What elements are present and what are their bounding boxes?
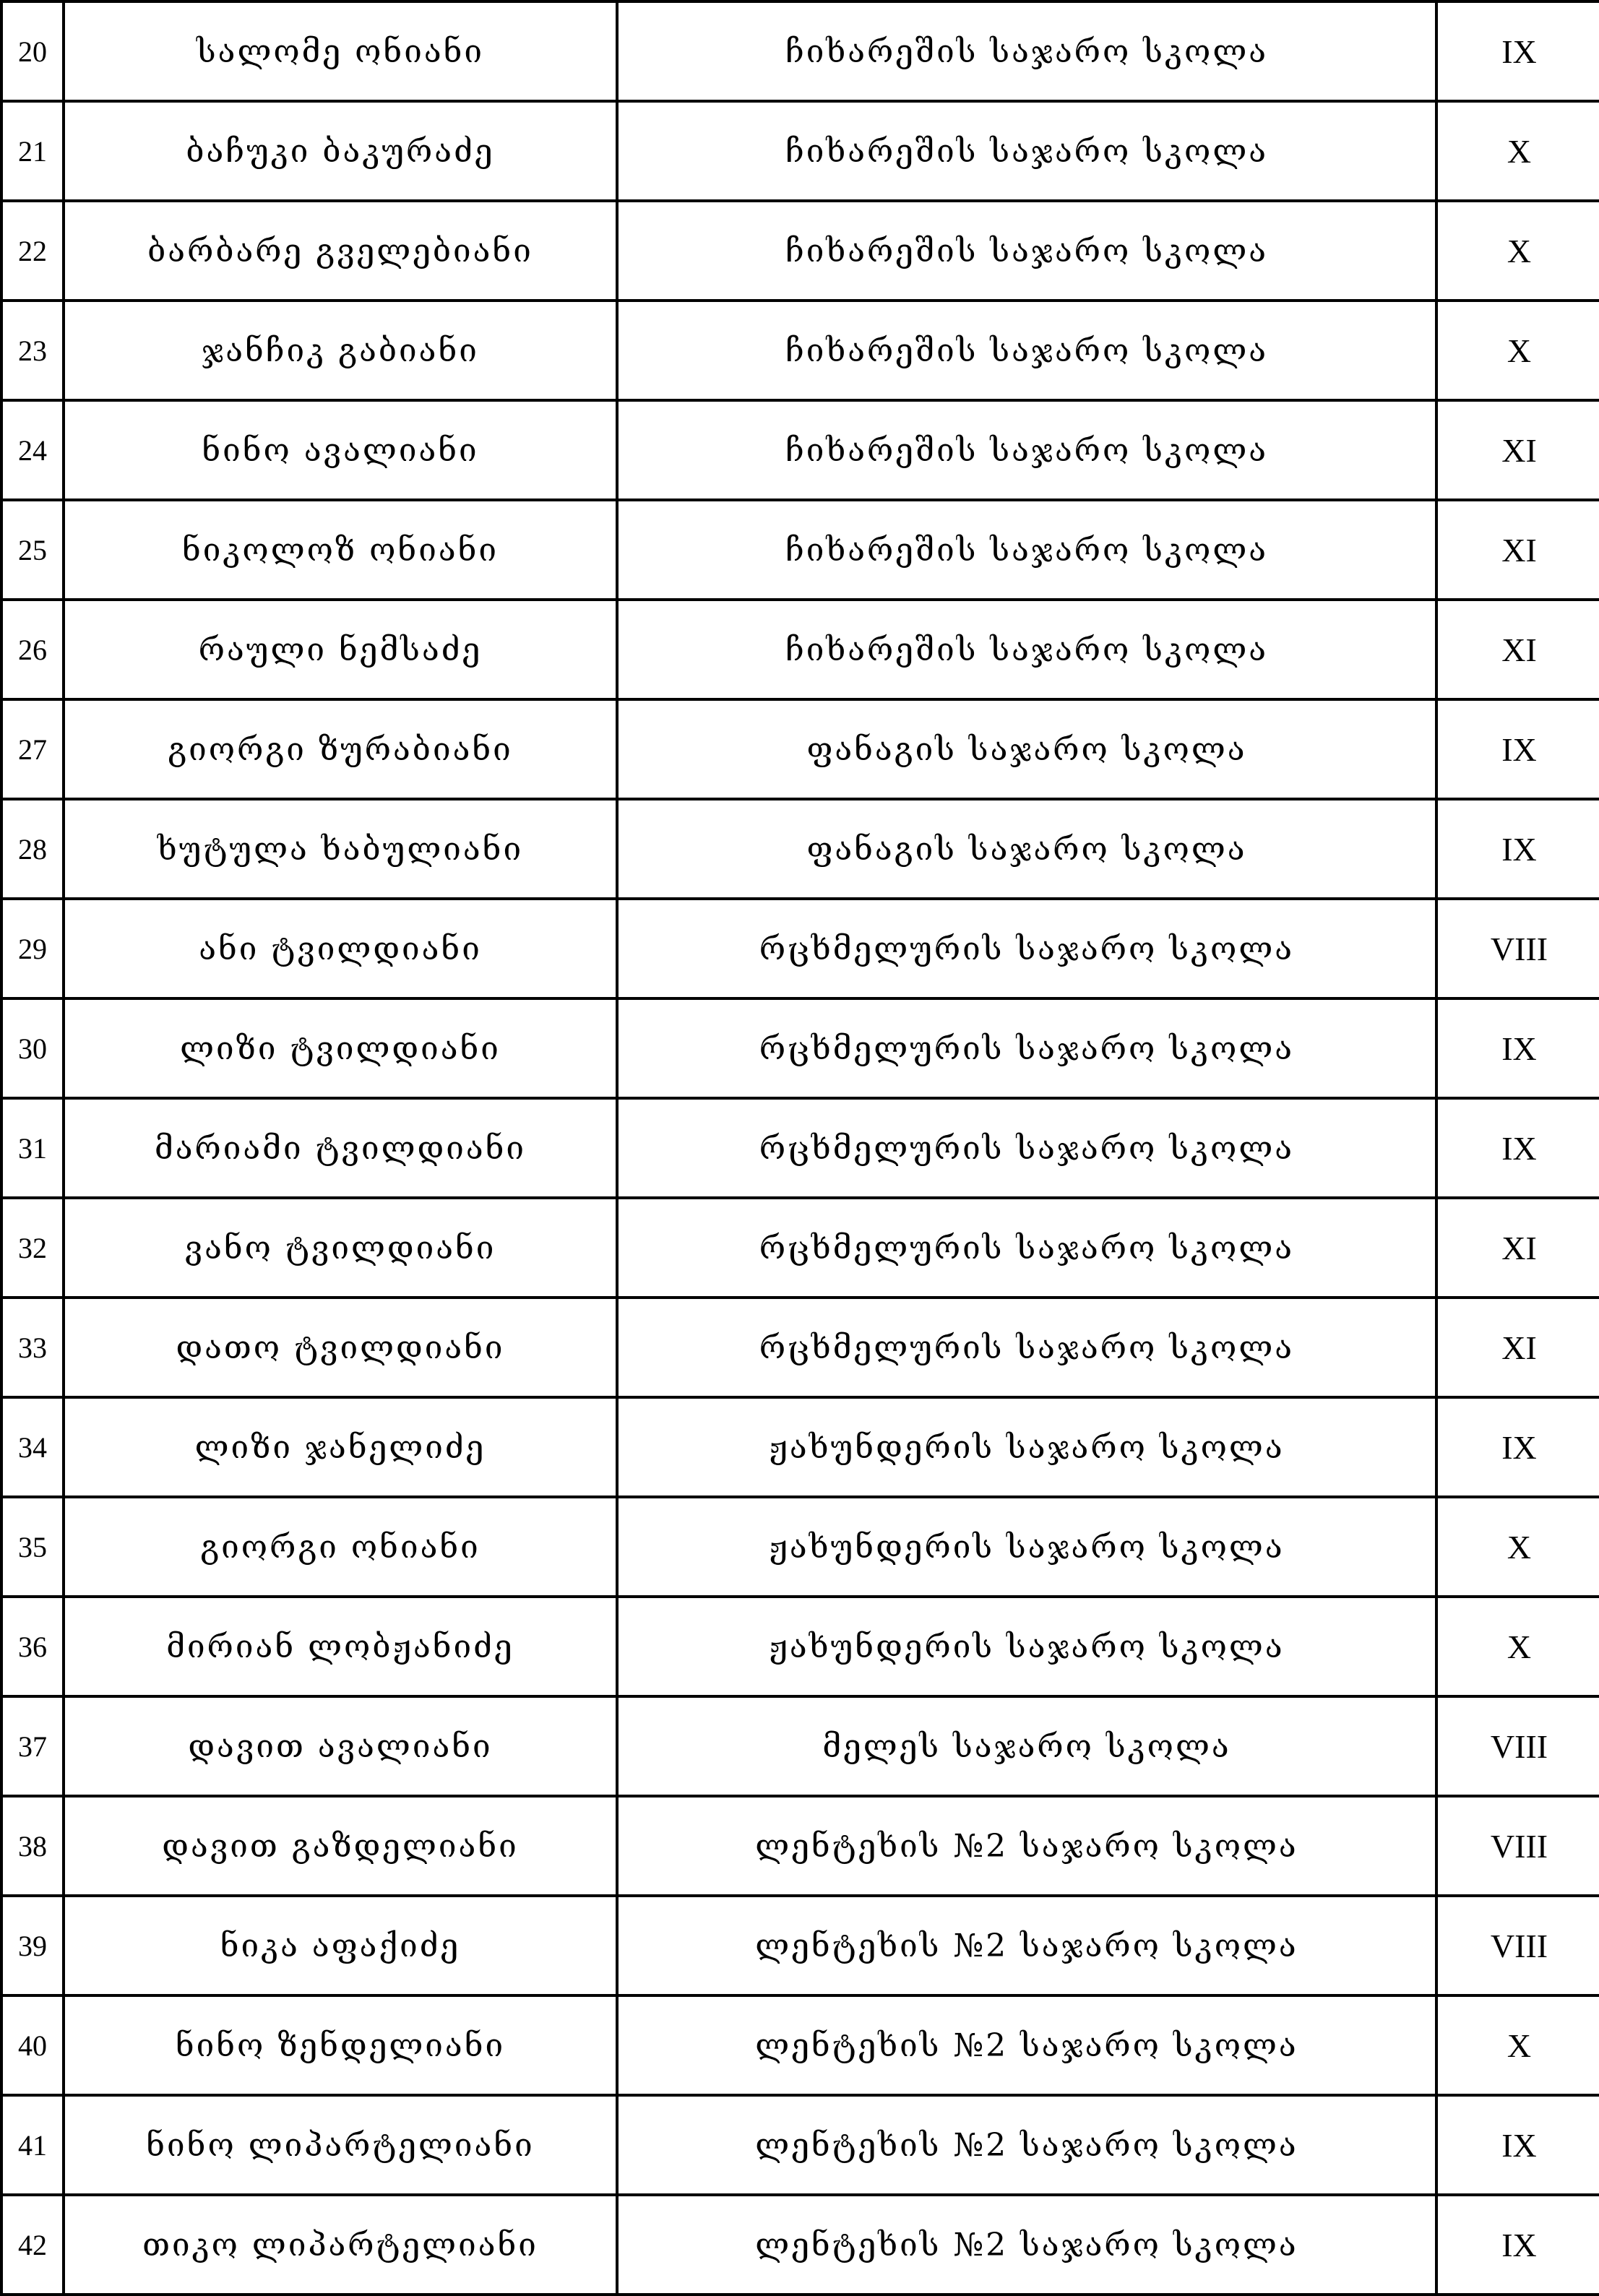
grade-cell: IX bbox=[1436, 699, 1599, 799]
grade-cell: VIII bbox=[1436, 1796, 1599, 1896]
grade-cell: X bbox=[1436, 301, 1599, 400]
student-name-cell: ნინო ზენდელიანი bbox=[64, 1995, 617, 2095]
grade-cell: VIII bbox=[1436, 1896, 1599, 1995]
row-number-cell: 34 bbox=[1, 1397, 64, 1497]
table-row bbox=[1, 1796, 1599, 1896]
student-name-cell: ნინო ავალიანი bbox=[64, 400, 617, 500]
school-name-cell: მელეს საჯარო სკოლა bbox=[617, 1696, 1436, 1796]
row-number-cell: 29 bbox=[1, 899, 64, 998]
student-name-cell: ვანო ტვილდიანი bbox=[64, 1198, 617, 1298]
table-row bbox=[1, 1896, 1599, 1995]
table-row bbox=[1, 201, 1599, 301]
table-row bbox=[1, 1198, 1599, 1298]
grade-cell: IX bbox=[1436, 998, 1599, 1098]
row-number-cell: 38 bbox=[1, 1796, 64, 1896]
student-name-cell: სალომე ონიანი bbox=[64, 1, 617, 101]
grade-cell: X bbox=[1436, 1597, 1599, 1696]
row-number-cell: 40 bbox=[1, 1995, 64, 2095]
table-row bbox=[1, 400, 1599, 500]
row-number-cell: 32 bbox=[1, 1198, 64, 1298]
grade-cell: XI bbox=[1436, 400, 1599, 500]
table-row bbox=[1, 998, 1599, 1098]
row-number-cell: 41 bbox=[1, 2095, 64, 2195]
row-number-cell: 39 bbox=[1, 1896, 64, 1995]
school-name-cell: რცხმელურის საჯარო სკოლა bbox=[617, 1098, 1436, 1198]
table-row bbox=[1, 2195, 1599, 2295]
grade-cell: X bbox=[1436, 201, 1599, 301]
school-name-cell: ჟახუნდერის საჯარო სკოლა bbox=[617, 1497, 1436, 1597]
student-name-cell: ჯანჩიკ გაბიანი bbox=[64, 301, 617, 400]
table-row bbox=[1, 1597, 1599, 1696]
table-row bbox=[1, 1995, 1599, 2095]
school-name-cell: ჩიხარეშის საჯარო სკოლა bbox=[617, 101, 1436, 201]
school-name-cell: ლენტეხის №2 საჯარო სკოლა bbox=[617, 1896, 1436, 1995]
grade-cell: X bbox=[1436, 101, 1599, 201]
table-row bbox=[1, 301, 1599, 400]
school-name-cell: ჩიხარეშის საჯარო სკოლა bbox=[617, 500, 1436, 600]
row-number-cell: 26 bbox=[1, 600, 64, 699]
school-name-cell: ლენტეხის №2 საჯარო სკოლა bbox=[617, 1995, 1436, 2095]
school-name-cell: ჩიხარეშის საჯარო სკოლა bbox=[617, 1, 1436, 101]
table-row bbox=[1, 1497, 1599, 1597]
row-number-cell: 28 bbox=[1, 799, 64, 899]
student-name-cell: დათო ტვილდიანი bbox=[64, 1298, 617, 1397]
table-body bbox=[1, 1, 1599, 2295]
row-number-cell: 42 bbox=[1, 2195, 64, 2295]
student-name-cell: ლიზი ტვილდიანი bbox=[64, 998, 617, 1098]
row-number-cell: 33 bbox=[1, 1298, 64, 1397]
school-name-cell: ჩიხარეშის საჯარო სკოლა bbox=[617, 201, 1436, 301]
row-number-cell: 27 bbox=[1, 699, 64, 799]
school-name-cell: ლენტეხის №2 საჯარო სკოლა bbox=[617, 1796, 1436, 1896]
row-number-cell: 35 bbox=[1, 1497, 64, 1597]
table-row bbox=[1, 600, 1599, 699]
row-number-cell: 21 bbox=[1, 101, 64, 201]
grade-cell: XI bbox=[1436, 500, 1599, 600]
table-row bbox=[1, 799, 1599, 899]
school-name-cell: ლენტეხის №2 საჯარო სკოლა bbox=[617, 2095, 1436, 2195]
row-number-cell: 22 bbox=[1, 201, 64, 301]
row-number-cell: 31 bbox=[1, 1098, 64, 1198]
row-number-cell: 36 bbox=[1, 1597, 64, 1696]
student-name-cell: ნინო ლიპარტელიანი bbox=[64, 2095, 617, 2195]
table-row bbox=[1, 1, 1599, 101]
table-row bbox=[1, 1098, 1599, 1198]
student-name-cell: დავით ავალიანი bbox=[64, 1696, 617, 1796]
school-name-cell: ფანაგის საჯარო სკოლა bbox=[617, 799, 1436, 899]
school-name-cell: რცხმელურის საჯარო სკოლა bbox=[617, 1198, 1436, 1298]
student-name-cell: თიკო ლიპარტელიანი bbox=[64, 2195, 617, 2295]
school-name-cell: ჩიხარეშის საჯარო სკოლა bbox=[617, 600, 1436, 699]
table-row bbox=[1, 699, 1599, 799]
school-name-cell: რცხმელურის საჯარო სკოლა bbox=[617, 998, 1436, 1098]
row-number-cell: 25 bbox=[1, 500, 64, 600]
grade-cell: IX bbox=[1436, 1397, 1599, 1497]
grade-cell: XI bbox=[1436, 1298, 1599, 1397]
row-number-cell: 30 bbox=[1, 998, 64, 1098]
table-row bbox=[1, 1397, 1599, 1497]
table-row bbox=[1, 1298, 1599, 1397]
grade-cell: VIII bbox=[1436, 1696, 1599, 1796]
student-name-cell: გიორგი ონიანი bbox=[64, 1497, 617, 1597]
grade-cell: XI bbox=[1436, 600, 1599, 699]
school-name-cell: რცხმელურის საჯარო სკოლა bbox=[617, 1298, 1436, 1397]
student-name-cell: ნიკა აფაქიძე bbox=[64, 1896, 617, 1995]
school-name-cell: რცხმელურის საჯარო სკოლა bbox=[617, 899, 1436, 998]
student-name-cell: დავით გაზდელიანი bbox=[64, 1796, 617, 1896]
student-name-cell: ბაჩუკი ბაკურაძე bbox=[64, 101, 617, 201]
school-name-cell: ფანაგის საჯარო სკოლა bbox=[617, 699, 1436, 799]
school-name-cell: ჩიხარეშის საჯარო სკოლა bbox=[617, 400, 1436, 500]
grade-cell: IX bbox=[1436, 2195, 1599, 2295]
student-name-cell: ხუტულა ხაბულიანი bbox=[64, 799, 617, 899]
school-name-cell: ჟახუნდერის საჯარო სკოლა bbox=[617, 1597, 1436, 1696]
grade-cell: IX bbox=[1436, 1, 1599, 101]
row-number-cell: 24 bbox=[1, 400, 64, 500]
row-number-cell: 23 bbox=[1, 301, 64, 400]
table-row bbox=[1, 500, 1599, 600]
student-name-cell: მირიან ლობჟანიძე bbox=[64, 1597, 617, 1696]
student-name-cell: მარიამი ტვილდიანი bbox=[64, 1098, 617, 1198]
student-name-cell: რაული ნემსაძე bbox=[64, 600, 617, 699]
row-number-cell: 20 bbox=[1, 1, 64, 101]
student-name-cell: გიორგი ზურაბიანი bbox=[64, 699, 617, 799]
school-name-cell: ჟახუნდერის საჯარო სკოლა bbox=[617, 1397, 1436, 1497]
grade-cell: XI bbox=[1436, 1198, 1599, 1298]
row-number-cell: 37 bbox=[1, 1696, 64, 1796]
table-row bbox=[1, 2095, 1599, 2195]
school-name-cell: ჩიხარეშის საჯარო სკოლა bbox=[617, 301, 1436, 400]
student-name-cell: ნიკოლოზ ონიანი bbox=[64, 500, 617, 600]
student-name-cell: ლიზი ჯანელიძე bbox=[64, 1397, 617, 1497]
grade-cell: IX bbox=[1436, 799, 1599, 899]
table-row bbox=[1, 1696, 1599, 1796]
grade-cell: X bbox=[1436, 1995, 1599, 2095]
grade-cell: IX bbox=[1436, 1098, 1599, 1198]
table-row bbox=[1, 101, 1599, 201]
grade-cell: VIII bbox=[1436, 899, 1599, 998]
student-name-cell: ანი ტვილდიანი bbox=[64, 899, 617, 998]
student-name-cell: ბარბარე გველებიანი bbox=[64, 201, 617, 301]
table-row bbox=[1, 899, 1599, 998]
school-name-cell: ლენტეხის №2 საჯარო სკოლა bbox=[617, 2195, 1436, 2295]
grade-cell: X bbox=[1436, 1497, 1599, 1597]
grade-cell: IX bbox=[1436, 2095, 1599, 2195]
